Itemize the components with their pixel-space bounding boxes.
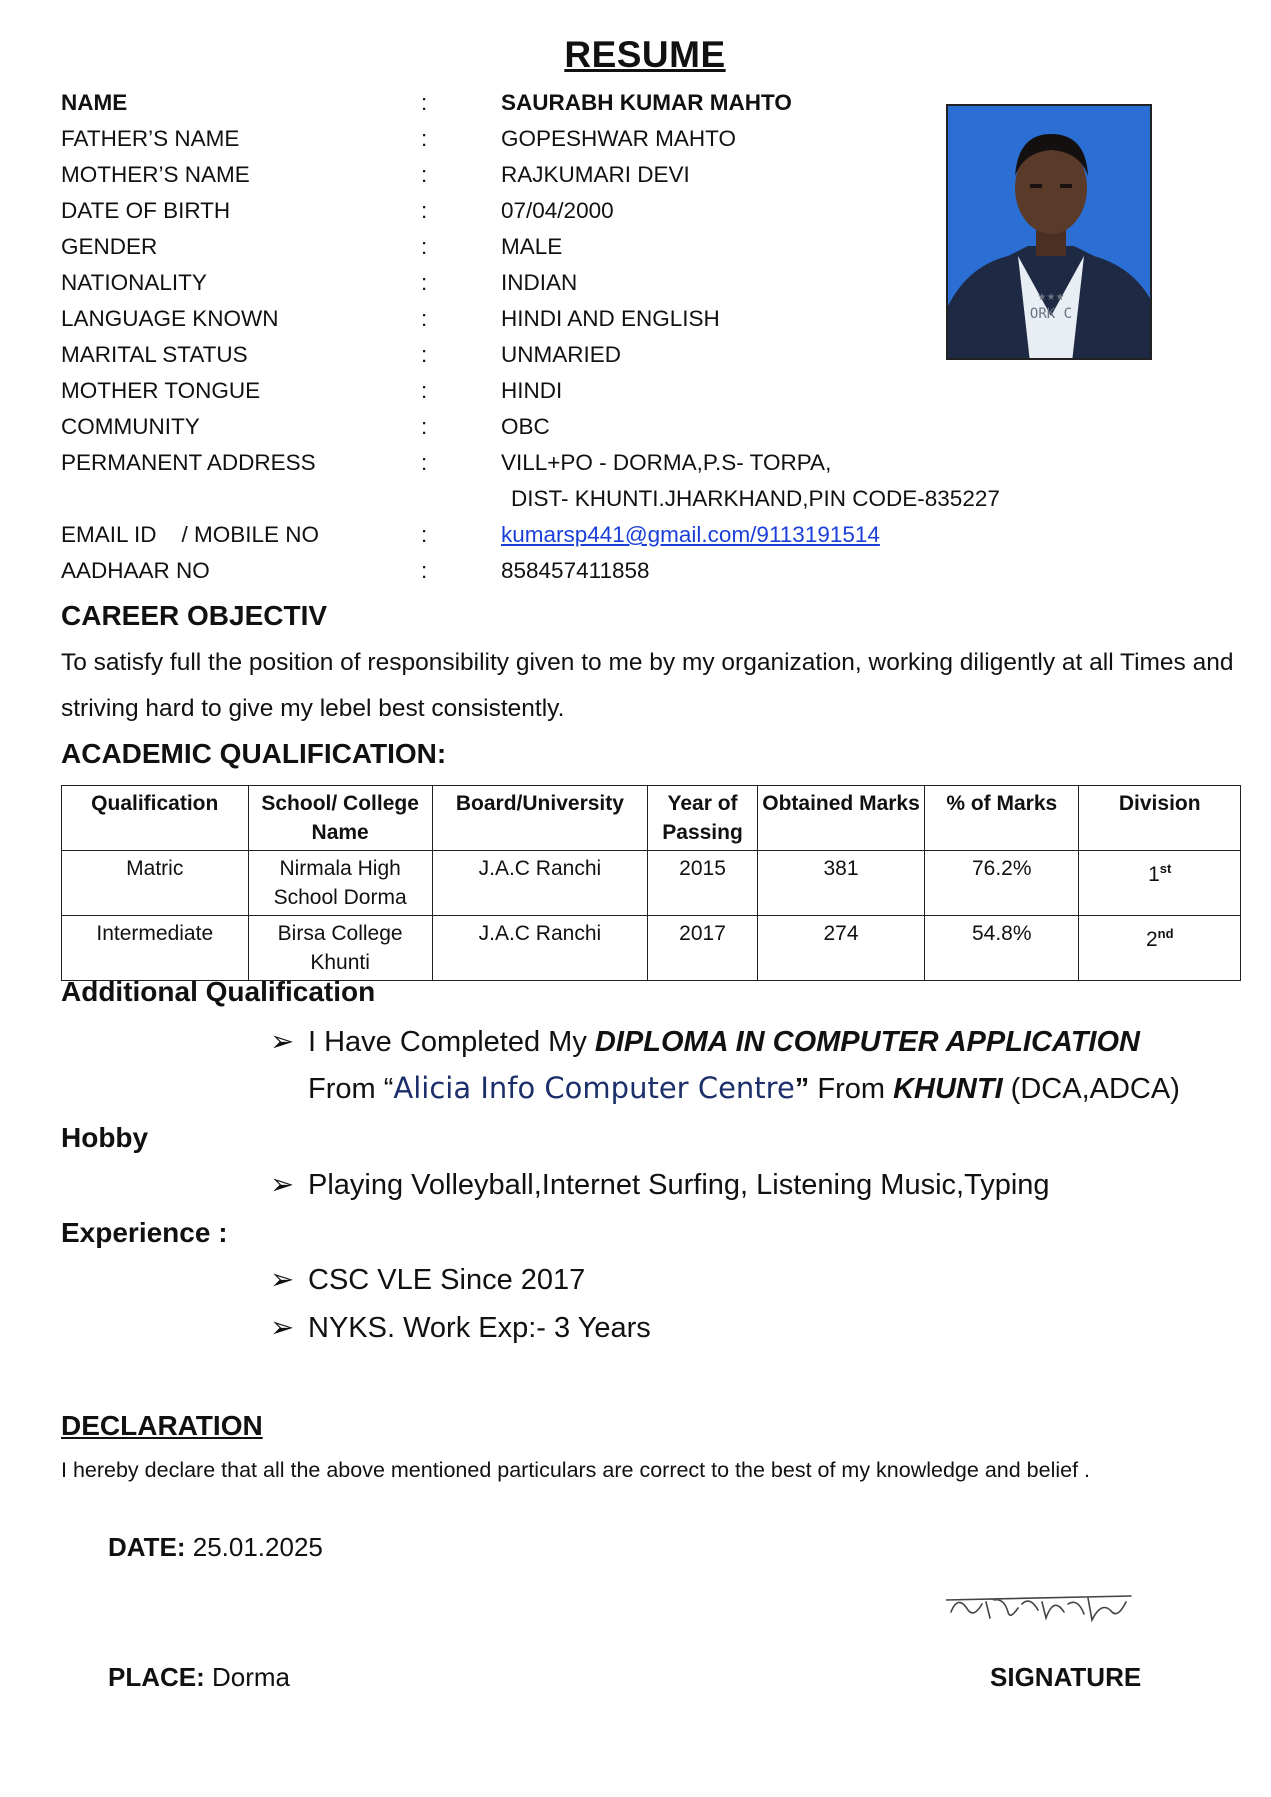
bullet-arrow-icon: ➢ <box>270 1312 295 1344</box>
from-text-2: From <box>809 1073 894 1105</box>
info-value: HINDI <box>501 378 563 403</box>
table-cell-board: J.A.C Ranchi <box>432 916 647 981</box>
info-row <box>61 378 981 412</box>
info-colon: : <box>421 306 428 331</box>
additional-line1-text: I Have Completed My <box>308 1026 595 1058</box>
table-row <box>62 851 1241 916</box>
institute-place: KHUNTI <box>893 1073 1003 1105</box>
info-label: COMMUNITY <box>61 414 200 439</box>
table-header-cell: Board/University <box>432 786 647 851</box>
info-value: INDIAN <box>501 270 578 295</box>
info-value: GOPESHWAR MAHTO <box>501 126 737 151</box>
info-value: 858457411858 <box>501 558 650 583</box>
info-label: NAME <box>61 90 128 115</box>
info-colon: : <box>421 90 428 115</box>
info-colon: : <box>421 378 428 403</box>
info-label: MARITAL STATUS <box>61 342 248 367</box>
institute-name: Alicia Info Computer Centre <box>393 1071 795 1105</box>
table-cell-year: 2017 <box>648 916 758 981</box>
info-value: OBC <box>501 414 550 439</box>
date-line <box>108 1532 323 1563</box>
additional-qualification-heading: Additional Qualification <box>61 976 376 1007</box>
profile-photo-image <box>948 106 1152 360</box>
bullet-arrow-icon: ➢ <box>270 1264 295 1296</box>
info-value-continued: DIST- KHUNTI.JHARKHAND,PIN CODE-835227 <box>511 486 1000 511</box>
info-value: VILL+PO - DORMA,P.S- TORPA, <box>501 450 832 475</box>
info-row <box>61 198 981 232</box>
division-suffix: st <box>1159 861 1172 876</box>
info-colon: : <box>421 162 428 187</box>
info-label: PERMANENT ADDRESS <box>61 450 316 475</box>
table-header-cell: % of Marks <box>925 786 1079 851</box>
info-value: SAURABH KUMAR MAHTO <box>501 90 792 115</box>
info-colon: : <box>421 414 428 439</box>
academic-heading: ACADEMIC QUALIFICATION: <box>61 738 447 769</box>
from-text: From <box>308 1073 384 1105</box>
info-colon: : <box>421 522 428 547</box>
table-cell-percent: 54.8% <box>925 916 1079 981</box>
info-label: LANGUAGE KNOWN <box>61 306 279 331</box>
info-colon: : <box>421 558 428 583</box>
hobby-text: Playing Volleyball,Internet Surfing, Listening Music,Typing <box>308 1169 1050 1201</box>
table-cell-marks: 381 <box>758 851 925 916</box>
bullet-arrow-icon: ➢ <box>270 1169 295 1201</box>
experience-item <box>270 1262 585 1297</box>
division-value: 1 <box>1148 863 1160 886</box>
table-header-cell: Qualification <box>62 786 249 851</box>
table-header-cell: Division <box>1079 786 1241 851</box>
table-cell-division <box>1079 916 1241 981</box>
declaration-heading: DECLARATION <box>61 1410 263 1441</box>
academic-table-header <box>62 786 1241 851</box>
experience-heading: Experience : <box>61 1217 228 1248</box>
info-colon: : <box>421 234 428 259</box>
info-colon: : <box>421 342 428 367</box>
place-line <box>108 1662 290 1693</box>
info-row <box>61 126 981 160</box>
hobby-heading: Hobby <box>61 1122 149 1153</box>
info-value: UNMARIED <box>501 342 622 367</box>
info-label: AADHAAR NO <box>61 558 210 583</box>
info-row <box>61 90 981 124</box>
division-suffix: nd <box>1157 926 1174 941</box>
info-colon: : <box>421 450 428 475</box>
place-value: Dorma <box>204 1662 291 1692</box>
career-objective-text: To satisfy full the position of responsibility given to me by my organization, working diligently at all Times and striving hard to give my lebel best consistently. <box>61 649 1234 722</box>
table-cell-qualification: Intermediate <box>62 916 249 981</box>
info-value: RAJKUMARI DEVI <box>501 162 690 187</box>
date-value: 25.01.2025 <box>185 1532 323 1562</box>
table-header-cell: Year of Passing <box>648 786 758 851</box>
handwritten-signature <box>946 1582 1136 1632</box>
resume-title: RESUME <box>564 34 726 75</box>
profile-photo <box>946 104 1152 360</box>
close-quote: ” <box>794 1073 810 1105</box>
info-row <box>61 414 981 448</box>
info-label: MOTHER’S NAME <box>61 162 250 187</box>
info-colon: : <box>421 126 428 151</box>
photo-shirt-stars: ★★★ <box>1037 292 1065 303</box>
experience-text: NYKS. Work Exp:- 3 Years <box>308 1312 651 1344</box>
date-label: DATE: <box>108 1532 186 1562</box>
info-label: MOTHER TONGUE <box>61 378 261 403</box>
academic-table-body <box>62 851 1241 981</box>
additional-qualification-line-2 <box>308 1071 1180 1106</box>
info-row <box>61 558 981 592</box>
table-cell-division <box>1079 851 1241 916</box>
table-cell-board: J.A.C Ranchi <box>432 851 647 916</box>
table-cell-school: Birsa College Khunti <box>248 916 432 981</box>
table-row <box>62 916 1241 981</box>
academic-table <box>61 785 1241 981</box>
info-value: HINDI AND ENGLISH <box>501 306 720 331</box>
info-row <box>61 450 1000 511</box>
info-label: GENDER <box>61 234 158 259</box>
table-cell-marks: 274 <box>758 916 925 981</box>
course-codes: (DCA,ADCA) <box>1002 1073 1180 1105</box>
bullet-arrow-icon: ➢ <box>270 1026 295 1058</box>
info-row <box>61 522 981 556</box>
info-value: MALE <box>501 234 563 259</box>
additional-qualification-line-1 <box>270 1024 1140 1059</box>
experience-item <box>270 1310 651 1345</box>
info-row <box>61 234 981 268</box>
hobby-item <box>270 1167 1050 1202</box>
career-objective-heading: CAREER OBJECTIV <box>61 600 328 631</box>
declaration-text: I hereby declare that all the above mentioned particulars are correct to the best of my knowledge and belief . <box>61 1458 1091 1482</box>
info-value: 07/04/2000 <box>501 198 614 223</box>
info-label: DATE OF BIRTH <box>61 198 231 223</box>
info-row <box>61 342 981 376</box>
table-header-cell: Obtained Marks <box>758 786 925 851</box>
info-row <box>61 306 981 340</box>
diploma-name: DIPLOMA IN COMPUTER APPLICATION <box>594 1026 1140 1058</box>
open-quote: “ <box>383 1073 394 1105</box>
table-cell-year: 2015 <box>648 851 758 916</box>
info-colon: : <box>421 270 428 295</box>
info-colon: : <box>421 198 428 223</box>
email-mobile-link[interactable]: kumarsp441@gmail.com/9113191514 <box>501 522 880 547</box>
photo-shirt-text: ORK C <box>1029 306 1073 322</box>
table-header-cell: School/ College Name <box>248 786 432 851</box>
info-label: EMAIL ID / MOBILE NO <box>61 522 319 547</box>
table-cell-school: Nirmala High School Dorma <box>248 851 432 916</box>
place-label: PLACE: <box>108 1662 205 1692</box>
info-label: FATHER’S NAME <box>61 126 240 151</box>
info-row <box>61 270 981 304</box>
signature-label: SIGNATURE <box>990 1662 1142 1692</box>
table-cell-percent: 76.2% <box>925 851 1079 916</box>
division-value: 2 <box>1145 928 1158 951</box>
info-row <box>61 162 981 196</box>
experience-text: CSC VLE Since 2017 <box>308 1264 586 1296</box>
info-label: NATIONALITY <box>61 270 207 295</box>
table-cell-qualification: Matric <box>62 851 249 916</box>
